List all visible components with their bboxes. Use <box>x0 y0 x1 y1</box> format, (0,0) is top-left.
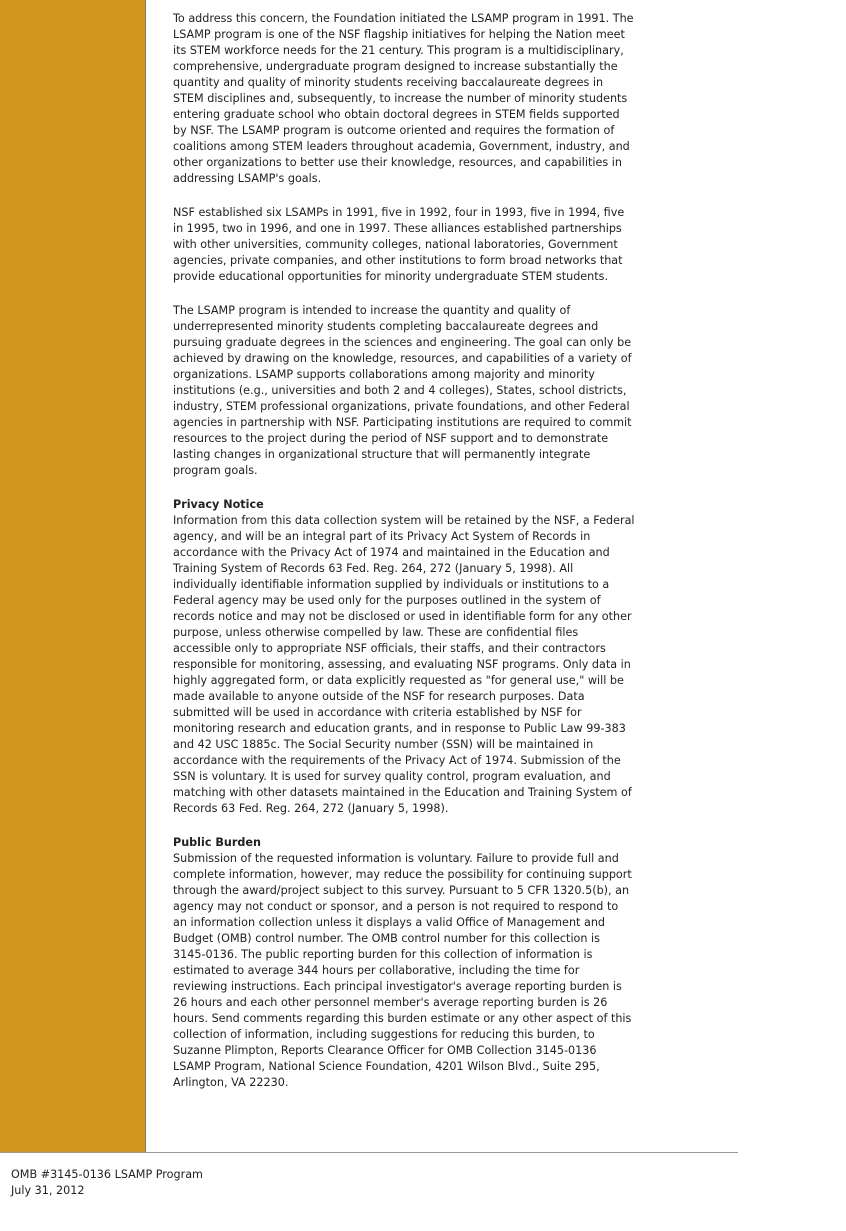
main-content <box>173 11 635 1109</box>
sidebar-panel <box>0 0 145 1152</box>
intro-paragraph-alliances: NSF established six LSAMPs in 1991, five in 1992, four in 1993, five in 1994, five in 1995, two in 1996, and one in 1997. These alliances established partnerships with other universities, community colleges, national laboratories, Government agencies, private companies, and other institutions to form broad networks that provide educational opportunities for minority undergraduate STEM students. <box>173 206 625 283</box>
public-burden-body: Submission of the requested information is voluntary. Failure to provide full and complete information, however, may reduce the possibility for continuing support through the award/project subject to this survey. Pursuant to 5 CFR 1320.5(b), an agency may not conduct or sponsor, and a person is not required to respond to an information collection unless it displays a valid Office of Management and Budget (OMB) control number. The OMB control number for this collection is 3145-0136. The public reporting burden for this collection of information is estimated to average 344 hours per collaborative, including the time for reviewing instructions. Each principal investigator's average reporting burden is 26 hours and each other personnel member's average reporting burden is 26 hours. Send comments regarding this burden estimate or any other aspect of this collection of information, including suggestions for reducing this burden, to Suzanne Plimpton, Reports Clearance Officer for OMB Collection 3145-0136 LSAMP Program, National Science Foundation, 4201 Wilson Blvd., Suite 295, Arlington, VA 22230. <box>173 852 632 1089</box>
privacy-notice-heading: Privacy Notice <box>173 498 264 511</box>
intro-paragraph-program-goals: The LSAMP program is intended to increase the quantity and quality of underrepresented minority students completing baccalaureate degrees and pursuing graduate degrees in the sciences and engineering. The goal can only be achieved by drawing on the knowledge, resources, and capabilities of a variety of organizations. LSAMP supports collaborations among majority and minority institutions (e.g., universities and both 2 and 4 colleges), States, school districts, industry, STEM professional organizations, private foundations, and other Federal agencies in partnership with NSF. Participating institutions are required to commit resources to the project during the period of NSF support and to demonstrate lasting changes in organizational structure that will permanently integrate program goals. <box>173 304 632 477</box>
footer-divider <box>0 1152 738 1153</box>
sidebar-divider <box>145 0 146 1152</box>
footer-date: July 31, 2012 <box>11 1184 85 1197</box>
public-burden-heading: Public Burden <box>173 836 261 849</box>
footer-omb-number: OMB #3145-0136 LSAMP Program <box>11 1168 203 1181</box>
privacy-notice-body: Information from this data collection system will be retained by the NSF, a Federal agency, and will be an integral part of its Privacy Act System of Records in accordance with the Privacy Act of 1974 and maintained in the Education and Training System of Records 63 Fed. Reg. 264, 272 (January 5, 1998). All individually identifiable information supplied by individuals or institutions to a Federal agency may be used only for the purposes outlined in the system of records notice and may not be disclosed or used in identifiable form for any other purpose, unless otherwise compelled by law. These are confidential files accessible only to appropriate NSF officials, their staffs, and their contractors responsible for monitoring, assessing, and evaluating NSF programs. Only data in highly aggregated form, or data explicitly requested as "for general use," will be made available to anyone outside of the NSF for research purposes. Data submitted will be used in accordance with criteria established by NSF for monitoring research and education grants, and in response to Public Law 99-383 and 42 USC 1885c. The Social Security number (SSN) will be maintained in accordance with the requirements of the Privacy Act of 1974. Submission of the SSN is voluntary. It is used for survey quality control, program evaluation, and matching with other datasets maintained in the Education and Training System of Records 63 Fed. Reg. 264, 272 (January 5, 1998). <box>173 514 635 815</box>
footer <box>11 1167 203 1199</box>
intro-paragraph-lsamp-initiation: To address this concern, the Foundation initiated the LSAMP program in 1991. The LSAMP program is one of the NSF flagship initiatives for helping the Nation meet its STEM workforce needs for the 21 century. This program is a multidisciplinary, comprehensive, undergraduate program designed to increase substantially the quantity and quality of minority students receiving baccalaureate degrees in STEM disciplines and, subsequently, to increase the number of minority students entering graduate school who obtain doctoral degrees in STEM fields supported by NSF. The LSAMP program is outcome oriented and requires the formation of coalitions among STEM leaders throughout academia, Government, industry, and other organizations to better use their knowledge, resources, and capabilities in addressing LSAMP's goals. <box>173 12 634 185</box>
